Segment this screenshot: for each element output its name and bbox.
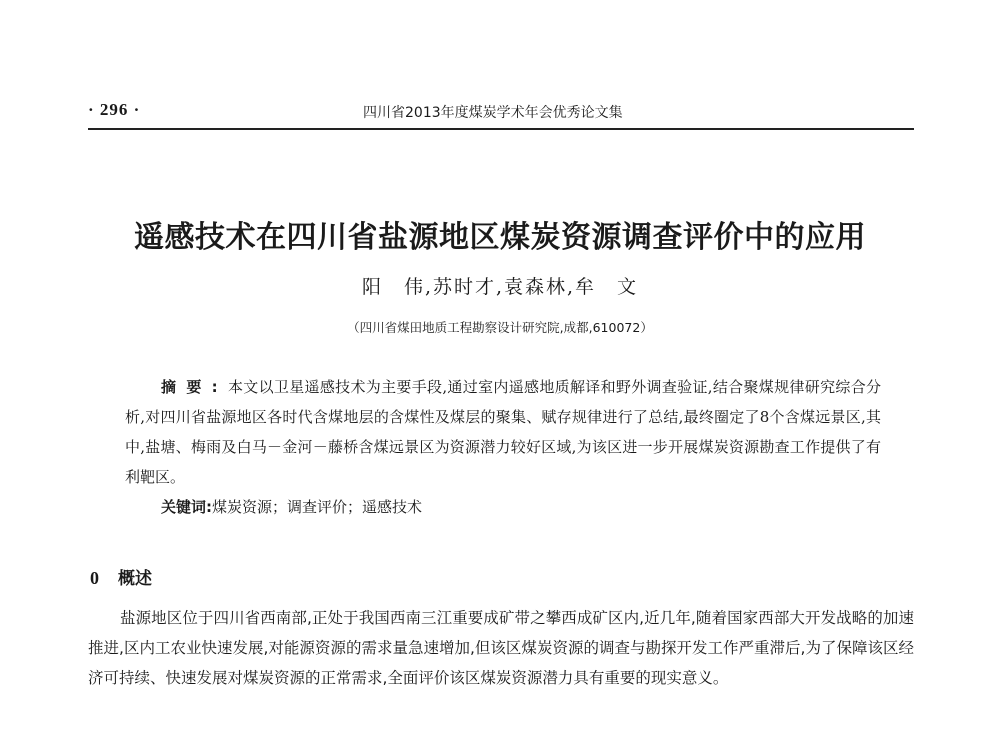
section-title: 概述 <box>118 569 152 589</box>
affiliation: （四川省煤田地质工程勘察设计研究院,成都,610072） <box>347 320 653 335</box>
author-list: 阳 伟,苏时才,袁森林,牟 文 <box>361 276 639 298</box>
abstract-text: 本文以卫星遥感技术为主要手段,通过室内遥感地质解译和野外调查验证,结合聚煤规律研究综合分析,对四川省盐源地区各时代含煤地层的含煤性及煤层的聚集、赋存规律进行了总结,最终圈定了8个含煤远景区,其中,盐塘、梅雨及白马－金河－藤桥含煤远景区为资源潜力较好区域,为该区进一步开展煤炭资源勘查工作提供了有利靶区。 <box>125 378 882 486</box>
section-paragraph: 盐源地区位于四川省西南部,正处于我国西南三江重要成矿带之攀西成矿区内,近几年,随着国家西部大开发战略的加速推进,区内工农业快速发展,对能源资源的需求量急速增加,但该区煤炭资源的调查与勘探开发工作严重滞后,为了保障该区经济可持续、快速发展对煤炭资源的正常需求,全面评价该区煤炭资源潜力具有重要的现实意义。 <box>88 609 914 687</box>
section-number: 0 <box>90 568 99 588</box>
journal-title: 四川省2013年度煤炭学术年会优秀论文集 <box>363 105 623 121</box>
keywords <box>161 492 422 522</box>
running-header <box>88 100 914 126</box>
keywords-text: 煤炭资源；调查评价；遥感技术 <box>212 498 423 516</box>
paper-title: 遥感技术在四川省盐源地区煤炭资源调查评价中的应用 <box>134 220 866 255</box>
page-number: · 296 · <box>88 100 141 119</box>
header-divider <box>88 128 914 130</box>
section-heading <box>90 564 152 589</box>
keywords-label: 关键词: <box>161 498 212 516</box>
abstract-label: 摘要: <box>161 378 228 396</box>
abstract <box>125 372 881 492</box>
